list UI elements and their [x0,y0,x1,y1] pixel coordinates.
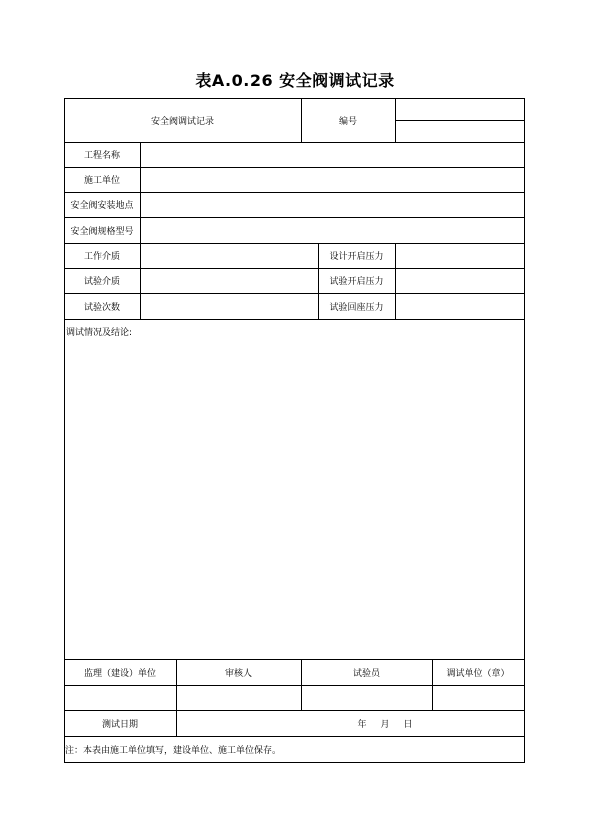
footnote: 注：本表由施工单位填写，建设单位、施工单位保存。 [65,745,282,756]
install-location-field[interactable] [141,192,524,217]
reviewer-signature-field[interactable] [177,686,301,710]
test-count-label: 试验次数 [83,302,120,313]
debug-unit-signature-field[interactable] [433,686,524,710]
number-field-1[interactable] [395,98,524,120]
project-name-field[interactable] [141,142,524,167]
supervision-unit-label: 监理（建设）单位 [83,668,156,679]
number-label: 编号 [338,116,357,127]
reviewer-label: 审核人 [224,668,252,679]
record-form [64,98,525,763]
date-month: 月 [380,719,390,730]
test-medium-field[interactable] [141,268,318,293]
construction-unit-label: 施工单位 [83,176,120,186]
test-date-label: 测试日期 [101,719,138,730]
test-reseat-pressure-label: 试验回座压力 [329,302,384,313]
border-bottom [64,762,525,763]
design-open-pressure-label: 设计开启压力 [329,252,384,262]
test-count-field[interactable] [141,293,318,319]
number-field-2[interactable] [395,120,524,142]
spec-model-label: 安全阀规格型号 [70,226,134,237]
conclusion-label: 调试情况及结论: [66,328,133,338]
test-open-pressure-field[interactable] [396,268,524,293]
project-name-label: 工程名称 [83,151,120,161]
design-open-pressure-field[interactable] [396,243,524,268]
working-medium-field[interactable] [141,243,318,268]
supervision-signature-field[interactable] [65,686,176,710]
test-medium-label: 试验介质 [83,277,120,287]
test-reseat-pressure-field[interactable] [396,293,524,319]
test-date-field[interactable] [176,710,524,736]
tester-signature-field[interactable] [302,686,432,710]
form-name: 安全阀调试记录 [150,116,214,127]
border-right [524,98,525,763]
working-medium-label: 工作介质 [83,252,120,262]
date-day: 日 [403,719,413,730]
spec-model-field[interactable] [141,217,524,243]
tester-label: 试验员 [352,668,380,679]
install-location-label: 安全阀安装地点 [70,201,134,211]
test-open-pressure-label: 试验开启压力 [329,277,384,287]
debug-unit-label: 调试单位（章） [446,668,510,679]
form-title: 表A.0.26 安全阀调试记录 [195,71,395,90]
construction-unit-field[interactable] [141,167,524,192]
conclusion-area[interactable] [64,319,524,659]
date-year: 年 [357,719,367,730]
